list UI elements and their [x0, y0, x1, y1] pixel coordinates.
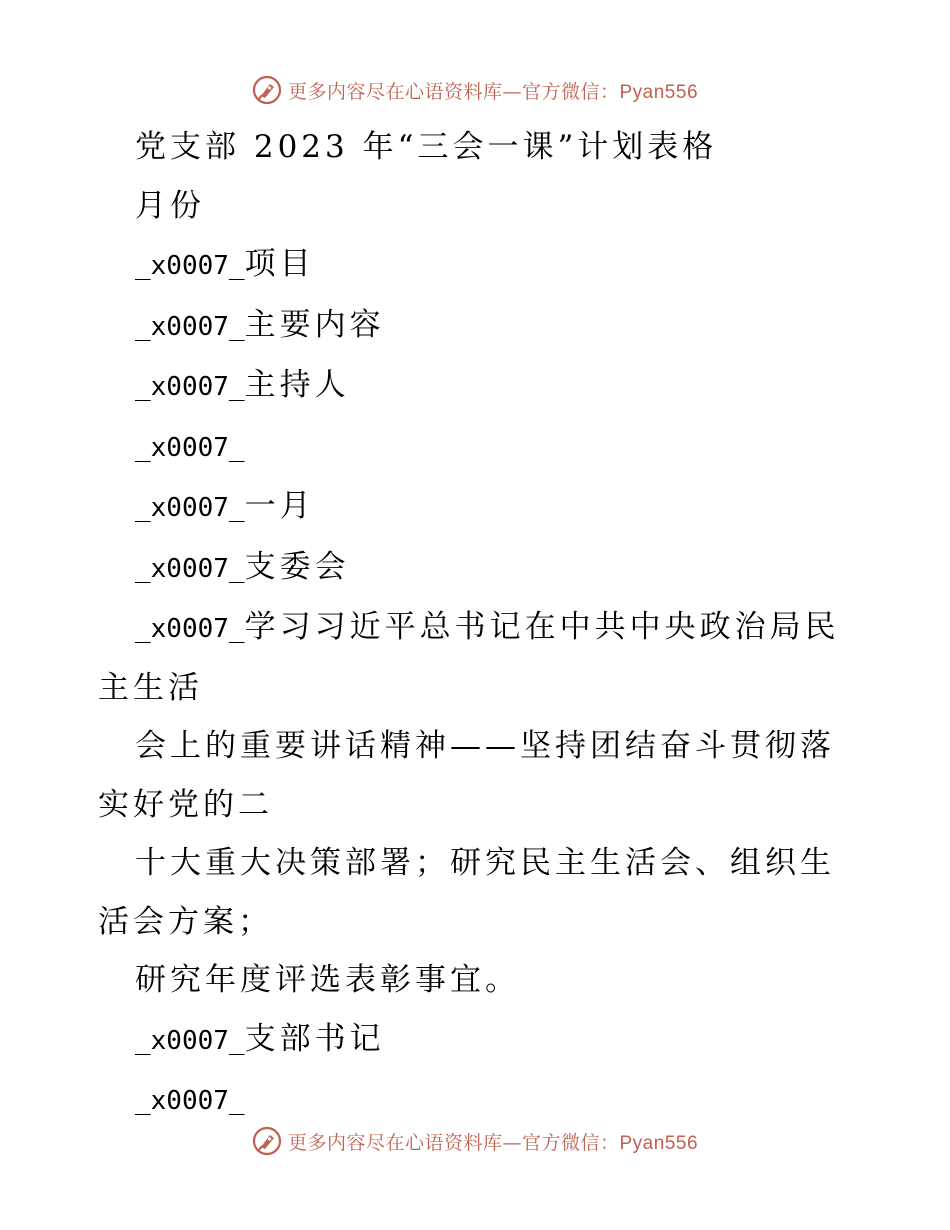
- control-code: _x0007_: [135, 553, 245, 584]
- control-code: _x0007_: [135, 493, 245, 523]
- watermark-separator: —: [502, 80, 522, 103]
- watermark-banner-bottom: [0, 1121, 950, 1161]
- document-line: [98, 177, 858, 236]
- pen-nib-logo-icon: [252, 1126, 282, 1156]
- line-text: 学习习近平总书记在中共中央政治局民主生活: [98, 609, 840, 706]
- line-text: 十大重大决策部署；研究民主生活会、组织生活会方案；: [98, 845, 835, 940]
- document-body: [98, 118, 858, 1131]
- line-text: 主持人: [244, 367, 350, 403]
- line-text: 研究年度评选表彰事宜。: [135, 962, 520, 998]
- watermark-text: [288, 1128, 698, 1155]
- watermark-id: Pyan556: [619, 1132, 699, 1154]
- line-text: 会上的重要讲话精神——坚持团结奋斗贯彻落实好党的二: [98, 728, 835, 823]
- watermark-official: 官方微信：: [521, 80, 620, 103]
- line-text: 支部书记: [244, 1020, 385, 1057]
- document-line: [98, 598, 858, 717]
- document-line: [98, 834, 858, 951]
- line-text: 主要内容: [244, 306, 385, 343]
- document-line: [98, 538, 858, 599]
- watermark-official: 官方微信：: [521, 1131, 620, 1154]
- watermark-main: 更多内容尽在心语资料库: [287, 1131, 503, 1154]
- control-code: _x0007_: [135, 311, 245, 342]
- line-text: 月份: [135, 187, 205, 224]
- document-line: [98, 477, 858, 538]
- document-line: [98, 356, 858, 417]
- control-code: _x0007_: [135, 432, 245, 463]
- line-text: 项目: [244, 246, 315, 282]
- watermark-id: Pyan556: [619, 81, 699, 103]
- document-lines: [98, 177, 858, 1131]
- watermark-separator: —: [502, 1131, 522, 1154]
- document-title: 党支部 2023 年“三会一课”计划表格: [135, 129, 718, 165]
- line-text: 支委会: [244, 548, 350, 585]
- watermark-text: [288, 77, 698, 104]
- control-code: _x0007_: [135, 1025, 245, 1056]
- watermark-main: 更多内容尽在心语资料库: [287, 80, 503, 103]
- document-line: [98, 1010, 858, 1071]
- watermark-banner-top: [0, 70, 950, 110]
- document-line: [98, 296, 858, 357]
- pen-nib-logo-icon: [252, 75, 282, 105]
- control-code: _x0007_: [135, 1086, 245, 1116]
- control-code: _x0007_: [135, 251, 245, 281]
- control-code: _x0007_: [135, 372, 245, 402]
- control-code: _x0007_: [135, 614, 245, 644]
- line-text: 一月: [244, 488, 315, 524]
- document-line: [98, 235, 858, 296]
- document-line: [98, 951, 858, 1010]
- document-line: [98, 717, 858, 834]
- document-line: [98, 417, 858, 478]
